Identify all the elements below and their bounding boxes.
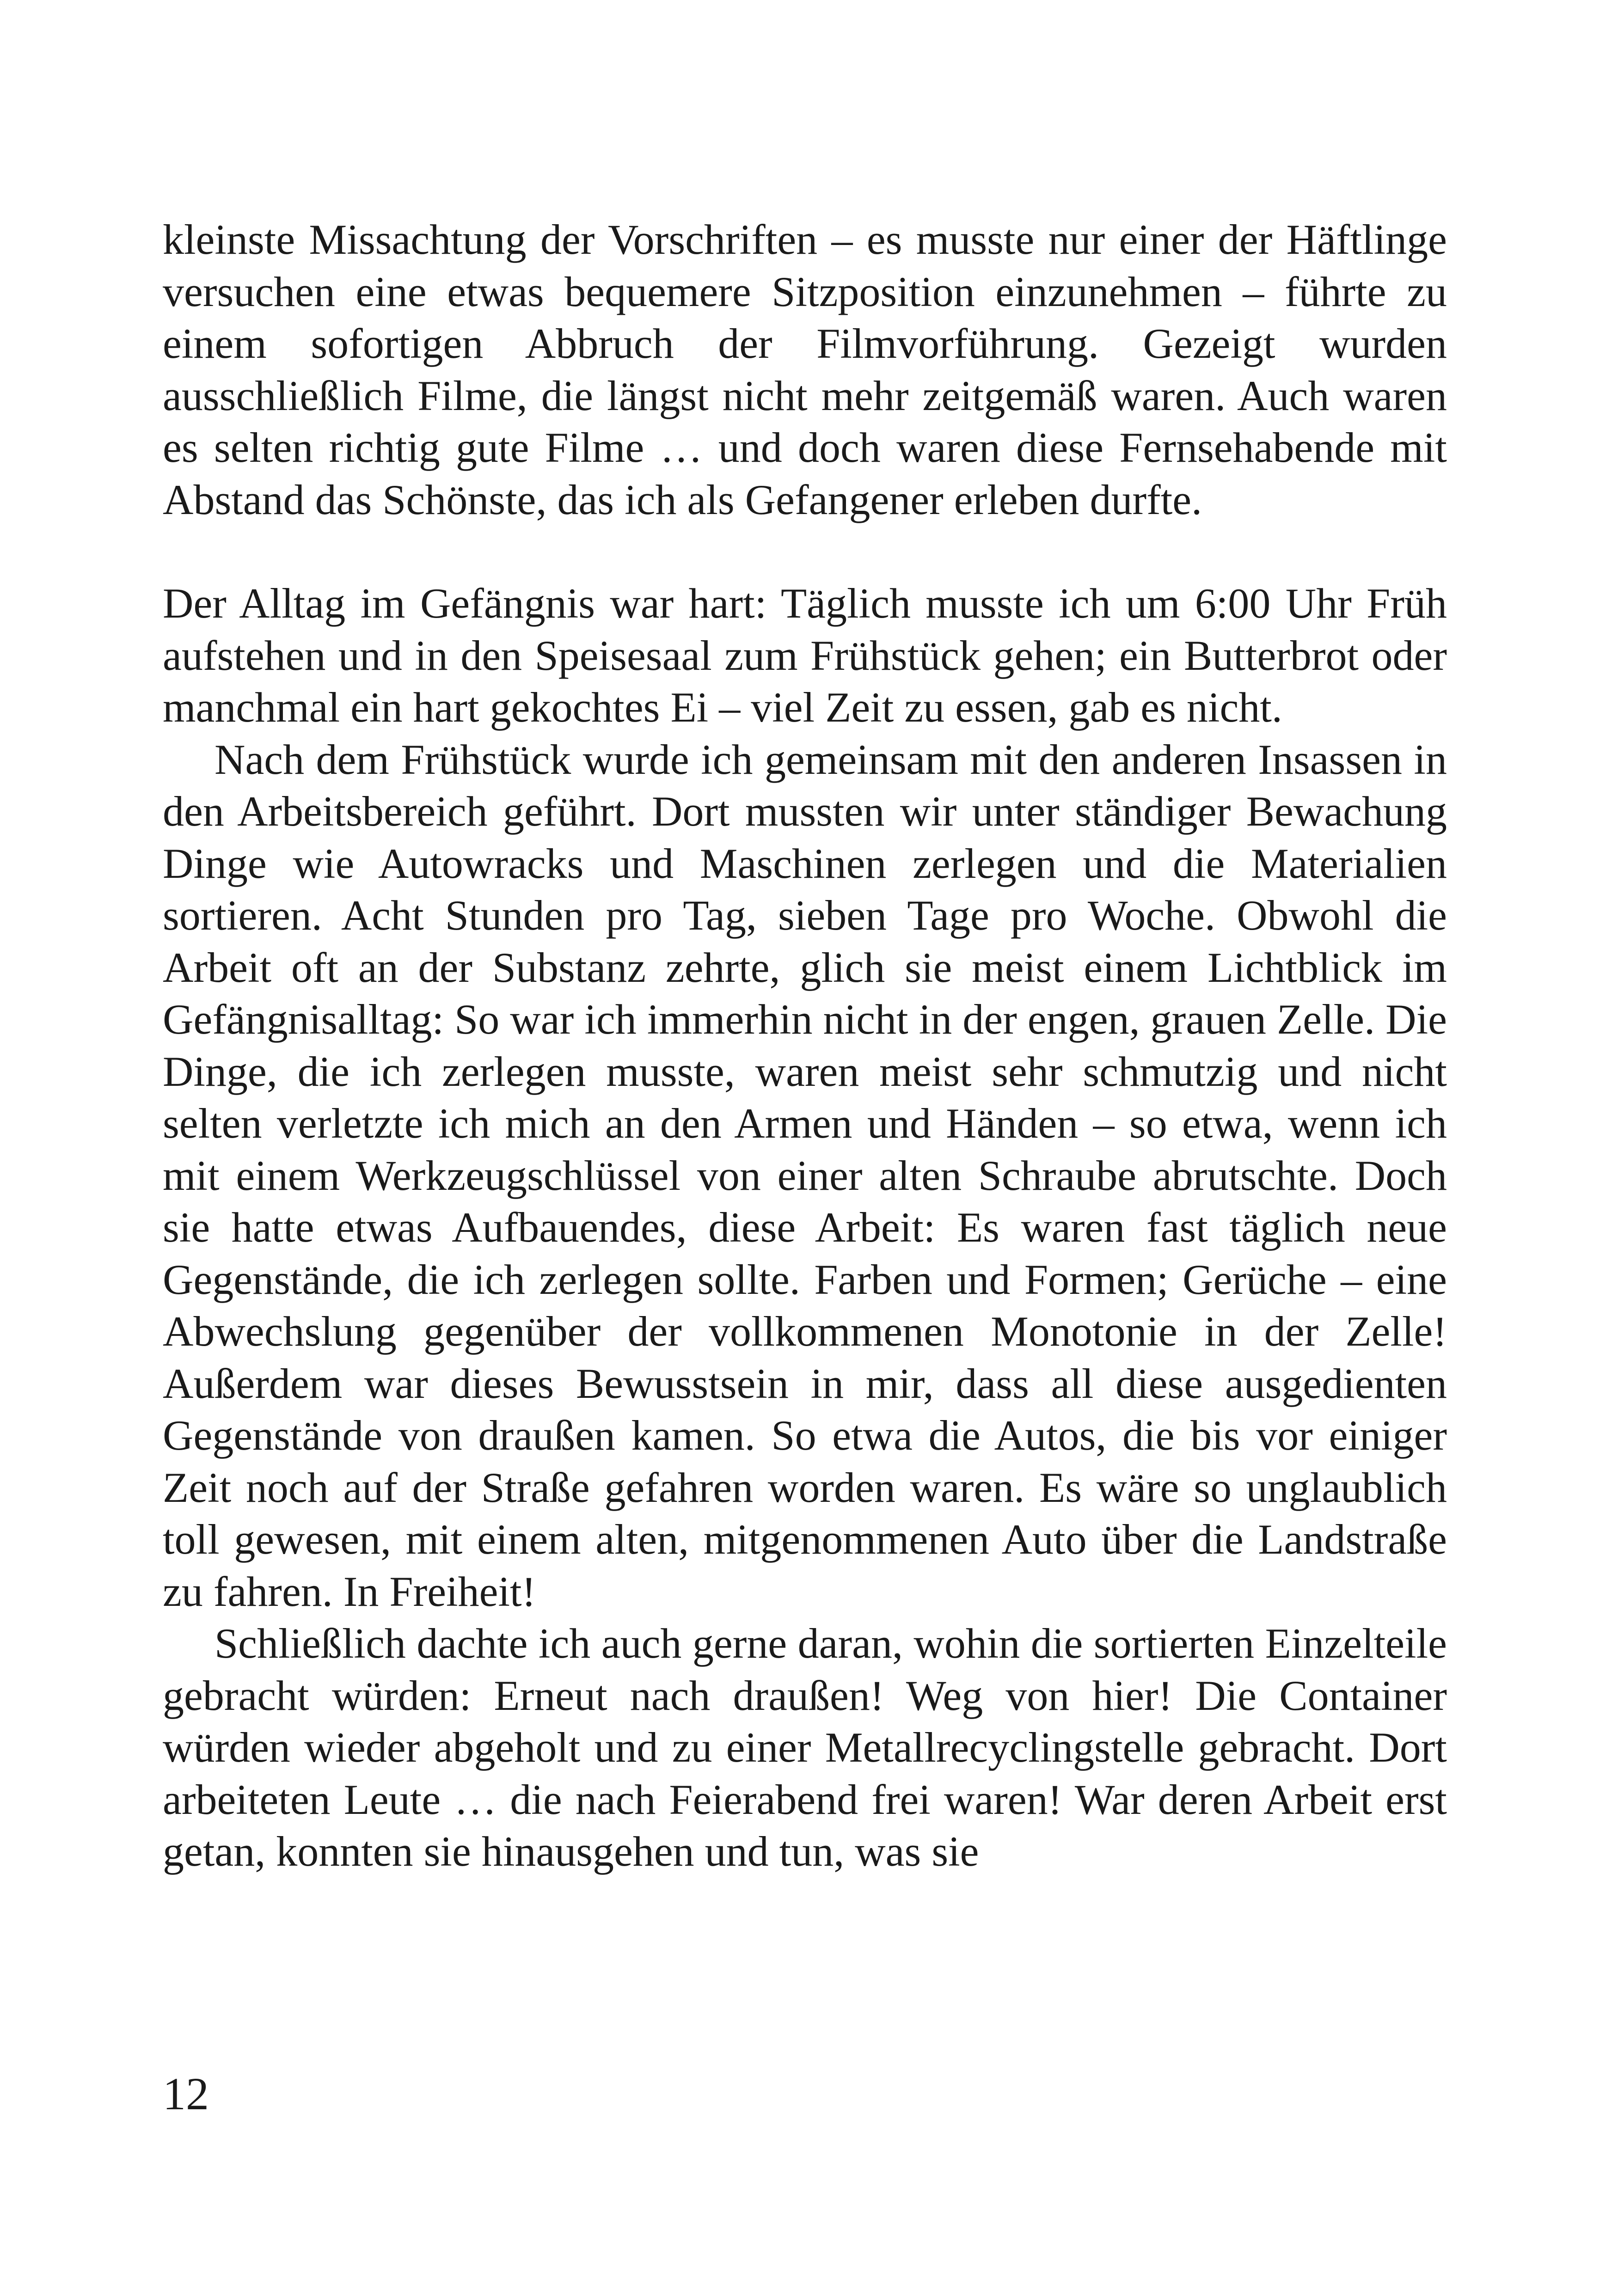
paragraph-sorted-parts: Schließlich dachte ich auch gerne daran, wohin die sortierten Einzelteile gebracht würden: Erneut nach draußen! Weg von hier! Die Container würden wieder abgeholt und zu einer Metallrecyclingstelle gebracht. Dort arbeiteten Leute … die nach Feierabend frei waren! War deren Arbeit erst getan, konnten sie hinausgehen und tun, was sie <box>163 1620 1447 1875</box>
paragraph-prison-routine: Der Alltag im Gefängnis war hart: Täglich musste ich um 6:00 Uhr Früh aufstehen und in den Speisesaal zum Frühstück gehen; ein Butterbrot oder manchmal ein hart gekochtes Ei – viel Zeit zu essen, gab es nicht. <box>163 580 1447 731</box>
body-text <box>163 214 1447 1878</box>
page-number: 12 <box>163 2068 209 2119</box>
paragraph-work-area: Nach dem Frühstück wurde ich gemeinsam mit den anderen Insassen in den Arbeitsbereich geführt. Dort mussten wir unter ständiger Bewachung Dinge wie Autowracks und Maschinen zerlegen und die Materialien sortieren. Acht Stunden pro Tag, sieben Tage pro Woche. Obwohl die Arbeit oft an der Substanz zehrte, glich sie meist einem Lichtblick im Gefängnisalltag: So war ich immerhin nicht in der engen, grauen Zelle. Die Dinge, die ich zerlegen musste, waren meist sehr schmutzig und nicht selten verletzte ich mich an den Armen und Händen – so etwa, wenn ich mit einem Werkzeugschlüssel von einer alten Schraube abrutschte. Doch sie hatte etwas Aufbauendes, diese Arbeit: Es waren fast täglich neue Gegenstände, die ich zerlegen sollte. Farben und Formen; Gerüche – eine Abwechslung gegenüber der vollkommenen Monotonie in der Zelle! Außerdem war dieses Bewusstsein in mir, dass all diese ausgedienten Gegenstände von draußen kamen. So etwa die Autos, die bis vor einiger Zeit noch auf der Straße gefahren worden waren. Es wäre so unglaublich toll gewesen, mit einem alten, mitgenommenen Auto über die Landstraße zu fahren. In Freiheit! <box>163 735 1447 1615</box>
paragraph-continuation: kleinste Missachtung der Vorschriften – es musste nur einer der Häftlinge versuchen eine etwas bequemere Sitzposition einzunehmen – führte zu einem sofortigen Abbruch der Filmvorführung. Gezeigt wurden ausschließlich Filme, die längst nicht mehr zeitgemäß waren. Auch waren es selten richtig gute Filme … und doch waren diese Fernsehabende mit Abstand das Schönste, das ich als Gefangener erleben durfte. <box>163 216 1447 523</box>
